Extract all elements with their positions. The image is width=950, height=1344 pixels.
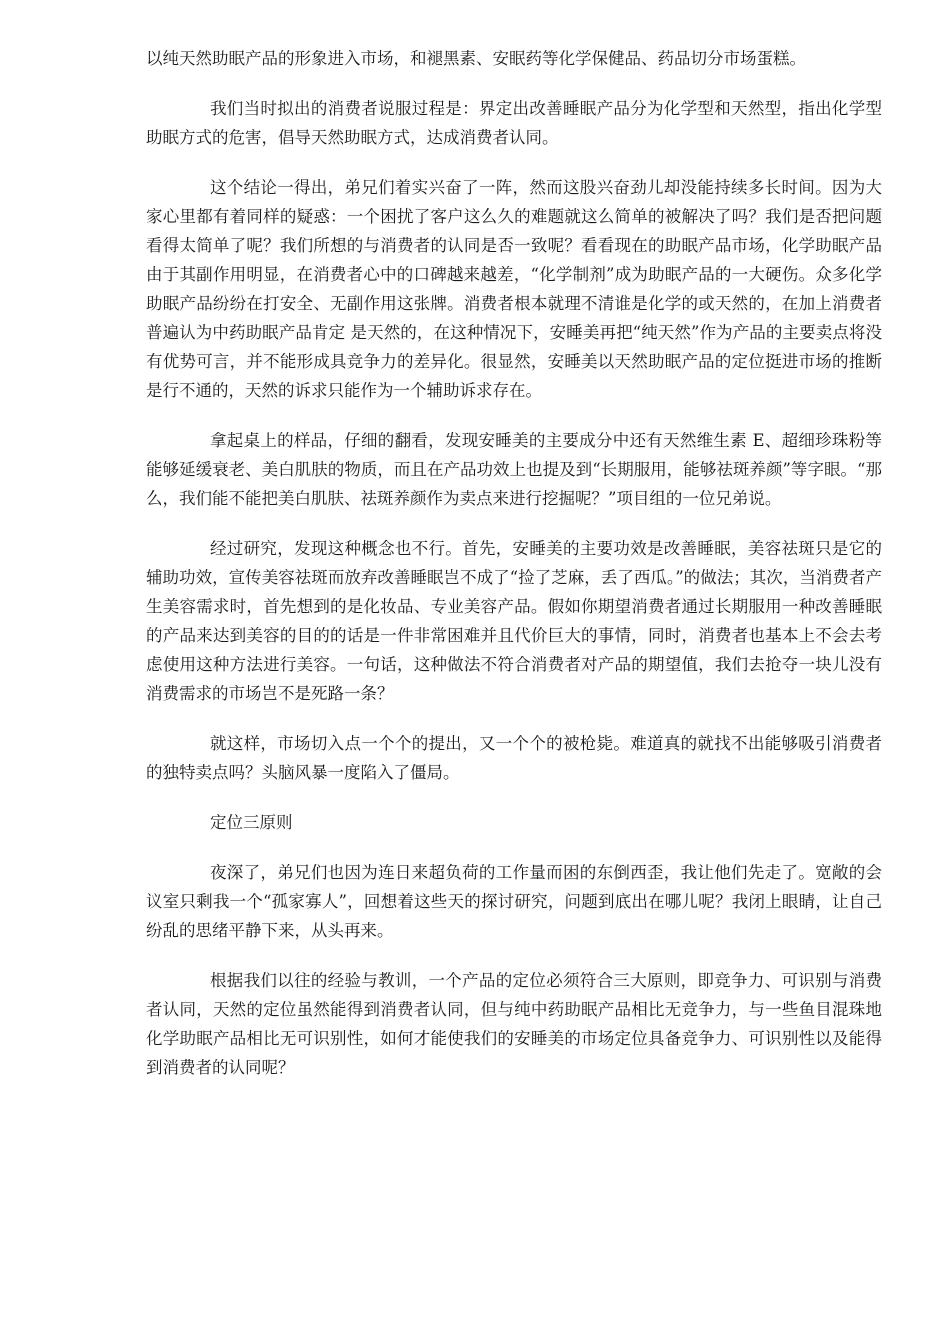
paragraph-research: 经过研究，发现这种概念也不行。首先，安睡美的主要功效是改善睡眠，美容祛斑只是它的辅助功效，宣传美容祛斑而放弃改善睡眠岂不成了“捡了芝麻，丢了西瓜。”的做法；其次，当消费者产生美容需求时，首先想到的是化妆品、专业美容产品。假如你期望消费者通过长期服用一种改善睡眠的产品来达到美容的目的的话是一件非常困难并且代价巨大的事情，同时，消费者也基本上不会去考虑使用这种方法进行美容。一句话，这种做法不符合消费者对产品的期望值，我们去抢夺一块儿没有消费需求的市场岂不是死路一条？ (146, 539, 882, 703)
paragraph-persuasion-process: 我们当时拟出的消费者说服过程是：界定出改善睡眠产品分为化学型和天然型，指出化学型助眠方式的危害，倡导天然助眠方式，达成消费者认同。 (146, 99, 882, 147)
paragraph-deadlock: 就这样，市场切入点一个个的提出，又一个个的被枪毙。难道真的就找不出能够吸引消费者的独特卖点吗？头脑风暴一度陷入了僵局。 (146, 734, 882, 782)
paragraph-continued: 以纯天然助眠产品的形象进入市场，和褪黑素、安眠药等化学保健品、药品切分市场蛋糕。 (146, 49, 806, 68)
section-heading: 定位三原则 (210, 813, 293, 832)
paragraph-sample: 拿起桌上的样品，仔细的翻看，发现安睡美的主要成分中还有天然维生素 E、超细珍珠粉等能够延缓衰老、美白肌肤的物质，而且在产品功效上也提及到“长期服用，能够祛斑养颜”等字眼。“那么，我们能不能把美白肌肤、祛斑养颜作为卖点来进行挖掘呢？”项目组的一位兄弟说。 (146, 431, 882, 508)
paragraph-late-night: 夜深了，弟兄们也因为连日来超负荷的工作量而困的东倒西歪，我让他们先走了。宽敞的会议室只剩我一个“孤家寡人”，回想着这些天的探讨研究，问题到底出在哪儿呢？我闭上眼睛，让自己纷乱的思绪平静下来，从头再来。 (146, 863, 882, 940)
paragraph-three-principles: 根据我们以往的经验与教训，一个产品的定位必须符合三大原则，即竞争力、可识别与消费者认同，天然的定位虽然能得到消费者认同，但与纯中药助眠产品相比无竞争力，与一些鱼目混珠地化学助眠产品相比无可识别性，如何才能使我们的安睡美的市场定位具备竞争力、可识别性以及能得到消费者的认同呢？ (146, 971, 882, 1077)
paragraph-doubt: 这个结论一得出，弟兄们着实兴奋了一阵，然而这股兴奋劲儿却没能持续多长时间。因为大家心里都有着同样的疑惑：一个困扰了客户这么久的难题就这么简单的被解决了吗？我们是否把问题看得太简单了呢？我们所想的与消费者的认同是否一致呢？看看现在的助眠产品市场，化学助眠产品由于其副作用明显，在消费者心中的口碑越来越差，“化学制剂”成为助眠产品的一大硬伤。众多化学助眠产品纷纷在打安全、无副作用这张牌。消费者根本就理不清谁是化学的或天然的，在加上消费者普遍认为中药助眠产品肯定 是天然的，在这种情况下，安睡美再把“纯天然”作为产品的主要卖点将没有优势可言，并不能形成具竞争力的差异化。很显然，安睡美以天然助眠产品的定位挺进市场的推断是行不通的，天然的诉求只能作为一个辅助诉求存在。 (146, 178, 882, 400)
document-body (146, 44, 882, 1103)
